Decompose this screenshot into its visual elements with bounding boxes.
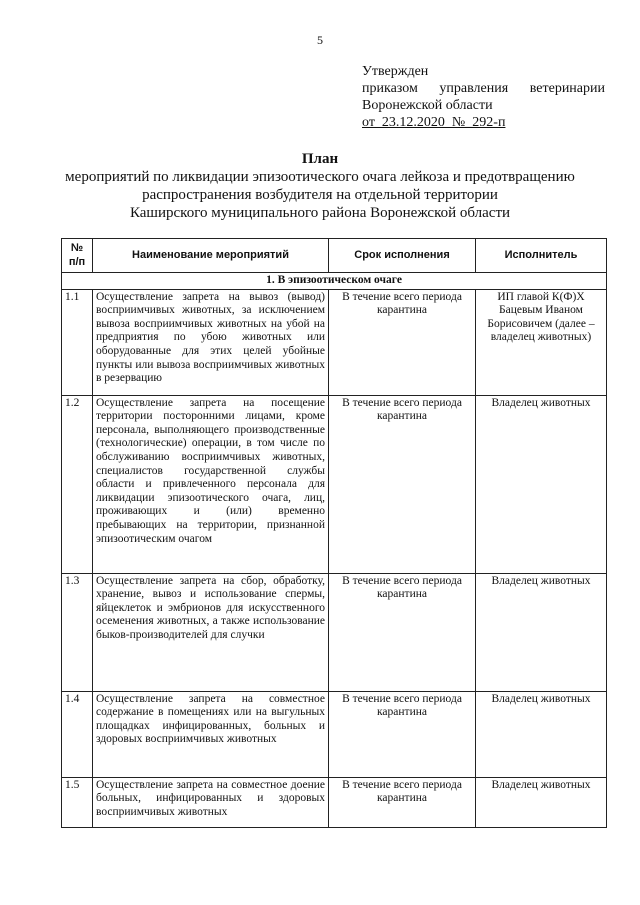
row-name: Осуществление запрета на вывоз (вывод) восприимчивых животных, за исключением вывоза восприимчивых животных на убой на предприятия по убою животных или оборудованные для этих целей убойные пункты или вывоза восприимчивых животных в резервацию [93,289,329,395]
section-row [62,273,607,290]
table-row [62,691,607,777]
row-num: 1.5 [62,777,93,827]
header-executor: Исполнитель [476,239,607,273]
row-term: В течение всего периода карантина [329,777,476,827]
row-executor: Владелец животных [476,691,607,777]
row-executor: Владелец животных [476,395,607,573]
row-num: 1.4 [62,691,93,777]
table-header-row [62,239,607,273]
table-row [62,573,607,691]
document-title [40,150,600,222]
table-row [62,289,607,395]
row-term: В течение всего периода карантина [329,289,476,395]
header-term: Срок исполнения [329,239,476,273]
header-num: № п/п [62,239,93,273]
row-executor: Владелец животных [476,573,607,691]
row-name: Осуществление запрета на совместное содержание в помещениях или на выгульных площадках инфицированных, больных и здоровых восприимчивых животных [93,691,329,777]
row-name: Осуществление запрета на посещение территории посторонними лицами, кроме персонала, выполняющего производственные (технологические) операции, в том числе по обслуживанию восприимчивых животных, специалистов государственной службы области и привлеченного персонала для ликвидации эпизоотического очага, лиц, проживающих и (или) временно пребывающих на территории, признанной эпизоотическим очагом [93,395,329,573]
approval-date-number: от 23.12.2020 №_292-п [362,115,506,130]
plan-heading: План [301,151,339,167]
title-line-2: распространения возбудителя на отдельной территории [142,187,498,203]
approval-line-2: приказом управления ветеринарии [362,81,605,96]
row-executor: Владелец животных [476,777,607,827]
row-name: Осуществление запрета на сбор, обработку, хранение, вывоз и использование спермы, яйцеклеток и эмбрионов для искусственного осеменения животных, а также использование быков-производителей для случки [93,573,329,691]
approval-block [362,63,605,131]
row-executor: ИП главой К(Ф)Х Бацевым Иваном Борисовичем (далее – владелец животных) [476,289,607,395]
approval-line-1: Утвержден [362,64,429,79]
row-num: 1.3 [62,573,93,691]
row-term: В течение всего периода карантина [329,573,476,691]
row-num: 1.1 [62,289,93,395]
row-name: Осуществление запрета на совместное доение больных, инфицированных и здоровых восприимчивых животных [93,777,329,827]
table-row [62,395,607,573]
page-number: 5 [317,33,323,47]
measures-table [61,238,607,828]
header-name: Наименование мероприятий [93,239,329,273]
table-row [62,777,607,827]
title-line-3: Каширского муниципального района Воронежской области [129,205,511,221]
title-line-1: мероприятий по ликвидации эпизоотического очага лейкоза и предотвращению [65,169,575,185]
approval-line-3: Воронежской области [362,98,493,113]
row-num: 1.2 [62,395,93,573]
section-title: 1. В эпизоотическом очаге [62,273,607,290]
row-term: В течение всего периода карантина [329,395,476,573]
row-term: В течение всего периода карантина [329,691,476,777]
